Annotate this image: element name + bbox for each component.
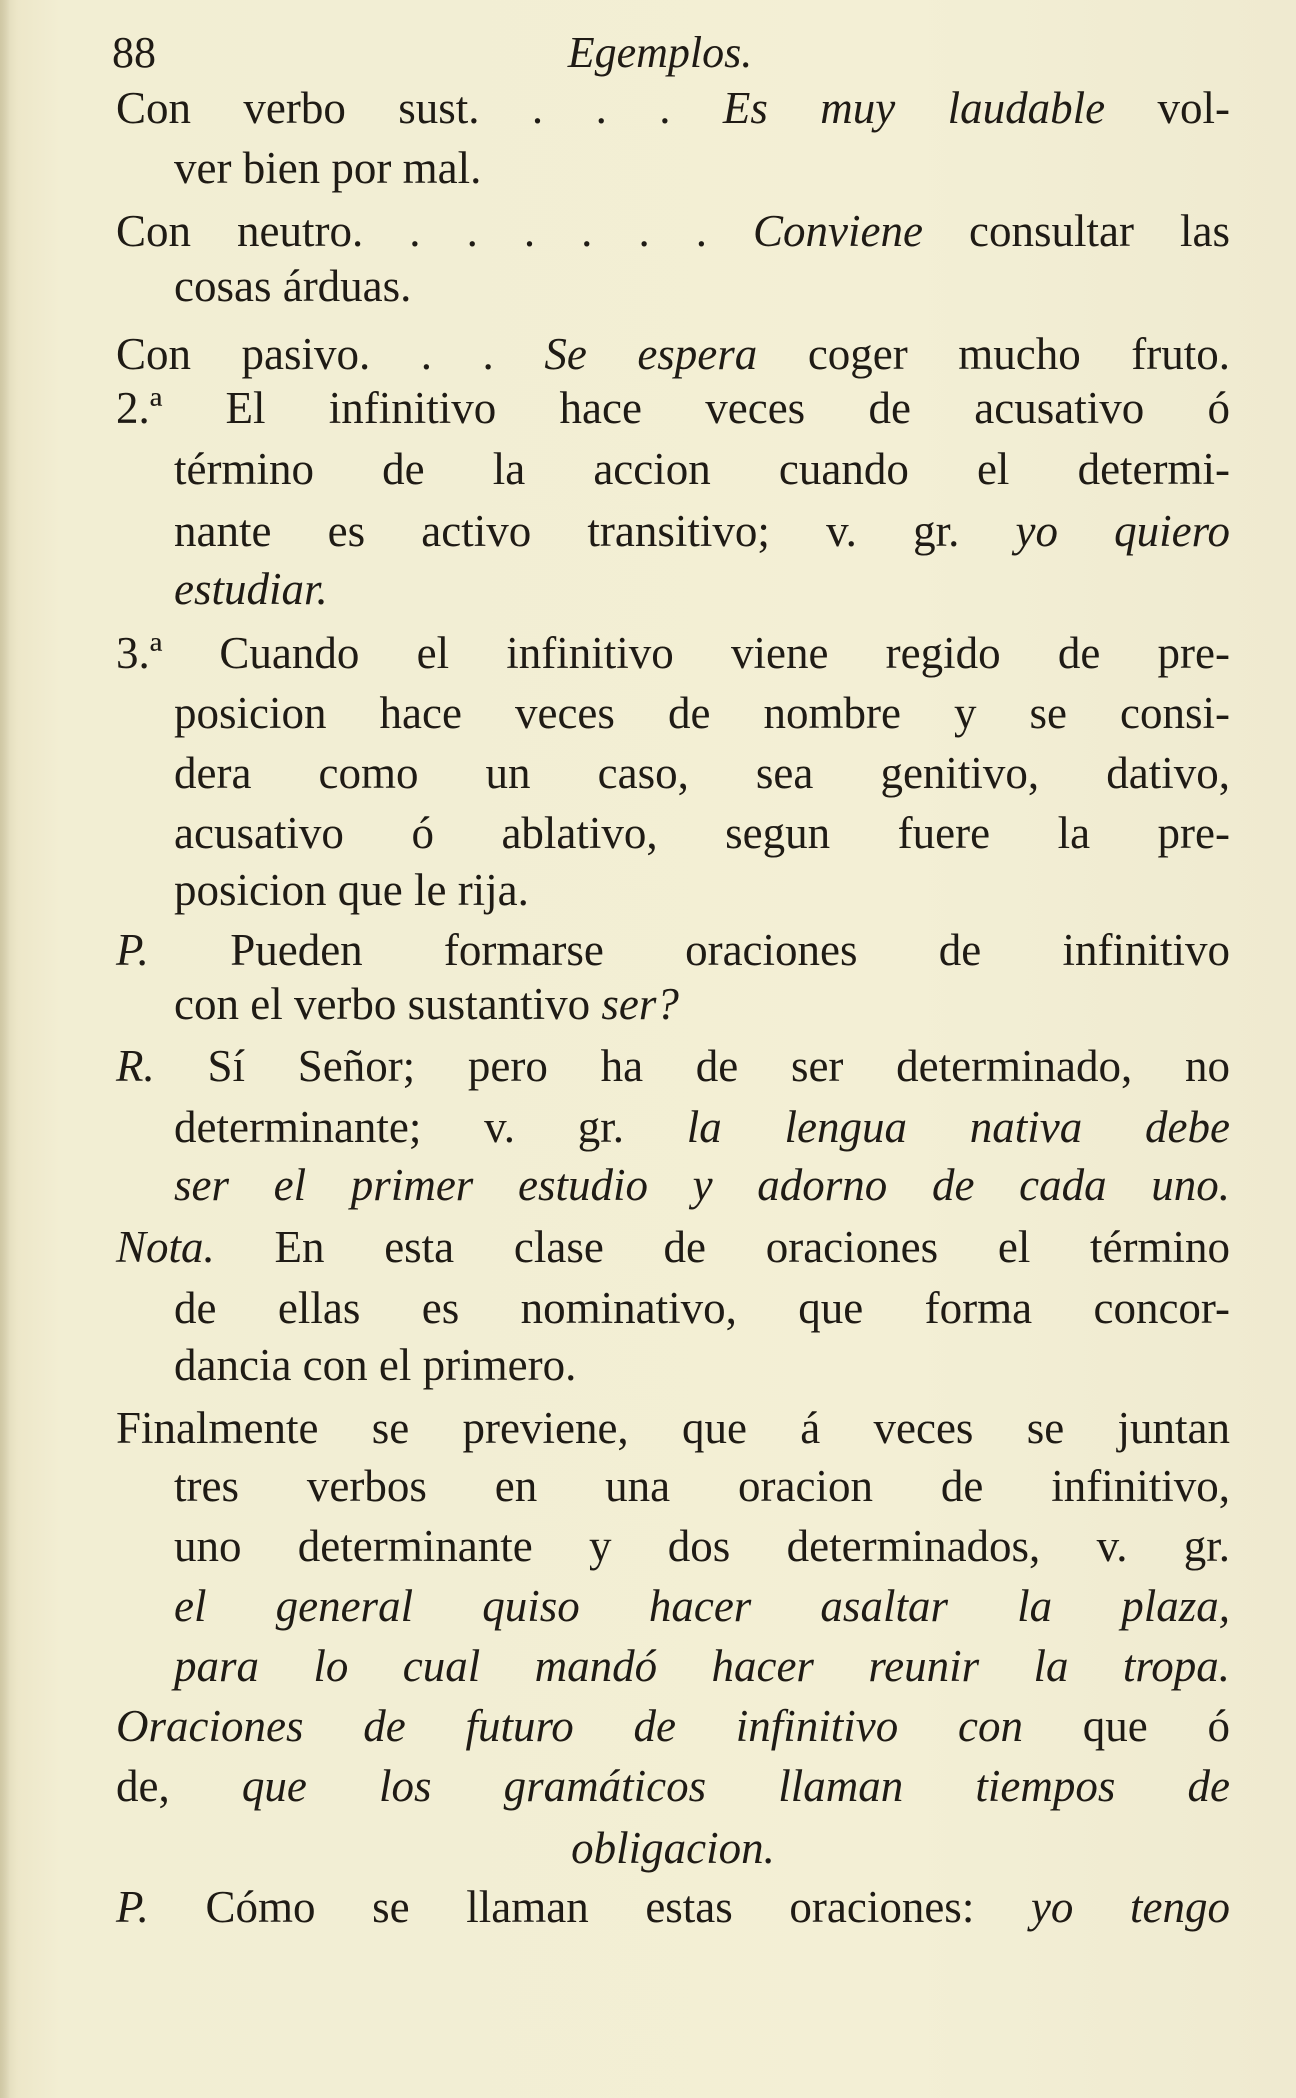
italic-text: P. <box>116 925 149 975</box>
text-line <box>174 685 1230 741</box>
text-run: Con neutro. . . . . . . <box>116 206 754 256</box>
text-line <box>174 1280 1230 1336</box>
italic-text: para lo cual mandó hacer reunir la tropa. <box>174 1641 1230 1691</box>
italic-text: el general quiso hacer asaltar la plaza, <box>174 1581 1230 1631</box>
text-run: coger mucho fruto. <box>757 329 1230 379</box>
text-line <box>116 625 1230 681</box>
italic-text: Se espera <box>544 329 758 379</box>
text-line <box>174 745 1230 801</box>
text-line <box>174 976 1230 1032</box>
text-line <box>116 326 1230 382</box>
text-run: de ellas es nominativo, que forma concor- <box>174 1283 1230 1333</box>
text-line <box>116 1219 1230 1275</box>
text-run: Cómo se llaman estas oraciones: <box>148 1882 1031 1932</box>
text-run: Sí Señor; pero ha de ser determinado, no <box>154 1041 1230 1091</box>
italic-text: obligacion. <box>571 1823 775 1873</box>
text-line <box>116 1820 1230 1876</box>
text-run: acusativo ó ablativo, segun fuere la pre- <box>174 808 1230 858</box>
text-run: Pueden formarse oraciones de infinitivo <box>148 925 1230 975</box>
italic-text: estudiar. <box>174 564 328 614</box>
text-run: consultar las <box>922 206 1230 256</box>
text-line <box>174 1157 1230 1213</box>
text-run: tres verbos en una oracion de infinitivo, <box>174 1461 1230 1511</box>
text-line <box>174 1099 1230 1155</box>
italic-text: ser el primer estudio y adorno de cada uno. <box>174 1160 1230 1210</box>
text-line <box>116 80 1230 136</box>
text-line <box>116 922 1230 978</box>
text-run: de, <box>116 1761 242 1811</box>
text-run: 2.ª El infinitivo hace veces de acusativo ó <box>116 383 1230 433</box>
italic-text: R. <box>116 1041 155 1091</box>
italic-text: que los gramáticos llaman tiempos de <box>241 1761 1230 1811</box>
text-line <box>174 258 1230 314</box>
italic-text: Oraciones de futuro de infinitivo con <box>116 1701 1023 1751</box>
text-run: uno determinante y dos determinados, v. gr. <box>174 1521 1230 1571</box>
text-run: determinante; v. gr. <box>174 1102 687 1152</box>
text-line <box>116 1758 1230 1814</box>
italic-text: P. <box>116 1882 149 1932</box>
text-line <box>116 1698 1230 1754</box>
text-line <box>174 805 1230 861</box>
text-run: término de la accion cuando el determi- <box>174 444 1230 494</box>
text-run: vol- <box>1105 83 1231 133</box>
text-run: cosas árduas. <box>174 261 412 311</box>
text-run: 3.ª Cuando el infinitivo viene regido de pre- <box>116 628 1230 678</box>
text-line <box>116 1879 1230 1935</box>
text-line <box>174 503 1230 559</box>
italic-text: Conviene <box>753 206 923 256</box>
italic-text: Nota. <box>116 1222 215 1272</box>
text-line <box>174 140 1230 196</box>
text-run: nante es activo transitivo; v. gr. <box>174 506 1016 556</box>
text-line <box>116 203 1230 259</box>
text-run: que ó <box>1023 1701 1230 1751</box>
text-line <box>174 862 1230 918</box>
running-title: Egemplos. <box>567 28 753 77</box>
text-line <box>116 1400 1230 1456</box>
text-line <box>174 1578 1230 1634</box>
text-line <box>174 561 1230 617</box>
page-number: 88 <box>112 28 156 77</box>
text-run: En esta clase de oraciones el término <box>214 1222 1230 1272</box>
text-line <box>174 441 1230 497</box>
text-line <box>174 1518 1230 1574</box>
text-run: con el verbo sustantivo <box>174 979 602 1029</box>
italic-text: ser? <box>601 979 679 1029</box>
italic-text: la lengua nativa debe <box>686 1102 1230 1152</box>
page-gutter-shadow <box>0 0 10 2098</box>
text-run: dancia con el primero. <box>174 1340 577 1390</box>
text-line <box>174 1638 1230 1694</box>
text-run: posicion que le rija. <box>174 865 529 915</box>
text-run: Finalmente se previene, que á veces se juntan <box>116 1403 1230 1453</box>
text-run: dera como un caso, sea genitivo, dativo, <box>174 748 1230 798</box>
text-run: posicion hace veces de nombre y se consi- <box>174 688 1230 738</box>
text-line <box>116 380 1230 436</box>
text-run: ver bien por mal. <box>174 143 482 193</box>
text-line <box>174 1337 1230 1393</box>
italic-text: yo quiero <box>1015 506 1231 556</box>
text-run: Con pasivo. . . <box>116 329 545 379</box>
text-line <box>116 1038 1230 1094</box>
text-line <box>174 1458 1230 1514</box>
italic-text: Es muy laudable <box>722 83 1106 133</box>
text-run: Con verbo sust. . . . <box>116 83 723 133</box>
italic-text: yo tengo <box>1030 1882 1230 1932</box>
